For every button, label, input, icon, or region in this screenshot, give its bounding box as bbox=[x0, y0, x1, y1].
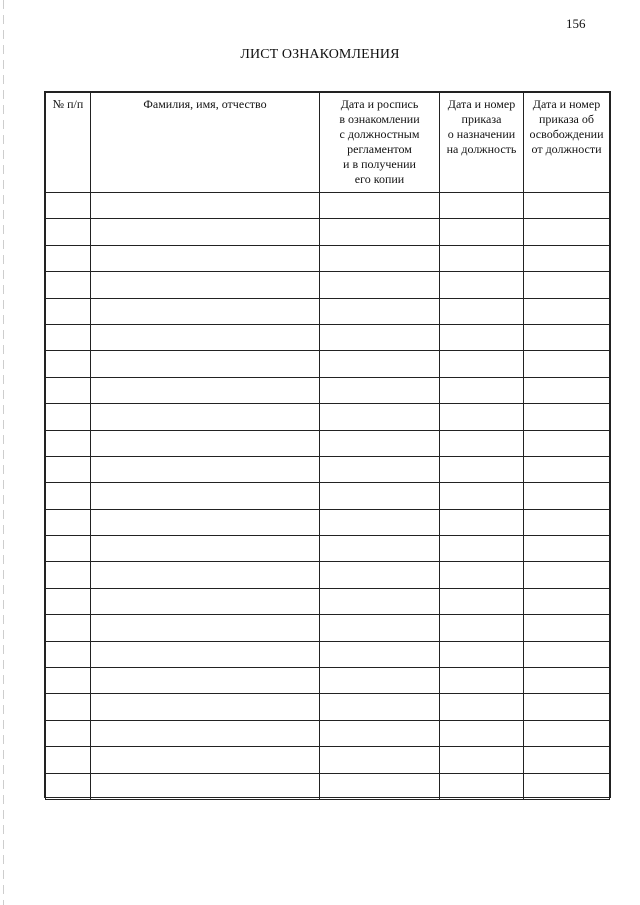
cell-full-name bbox=[91, 219, 320, 245]
table-row bbox=[46, 377, 610, 403]
cell-full-name bbox=[91, 298, 320, 324]
cell-appointment-order bbox=[440, 747, 524, 773]
cell-full-name bbox=[91, 694, 320, 720]
cell-dismissal-order bbox=[524, 324, 610, 350]
cell-number bbox=[46, 245, 91, 271]
cell-full-name bbox=[91, 747, 320, 773]
cell-number bbox=[46, 668, 91, 694]
table-header-row bbox=[46, 93, 610, 193]
cell-number bbox=[46, 219, 91, 245]
table-row bbox=[46, 245, 610, 271]
cell-dismissal-order bbox=[524, 694, 610, 720]
cell-dismissal-order bbox=[524, 615, 610, 641]
cell-dismissal-order bbox=[524, 298, 610, 324]
cell-full-name bbox=[91, 456, 320, 482]
cell-date-signature bbox=[320, 773, 440, 799]
table-row bbox=[46, 298, 610, 324]
header-line: на должность bbox=[446, 142, 517, 156]
table-row bbox=[46, 272, 610, 298]
cell-full-name bbox=[91, 324, 320, 350]
table-row bbox=[46, 694, 610, 720]
page-title: ЛИСТ ОЗНАКОМЛЕНИЯ bbox=[240, 47, 400, 62]
cell-dismissal-order bbox=[524, 430, 610, 456]
cell-date-signature bbox=[320, 668, 440, 694]
header-line: № п/п bbox=[52, 97, 84, 111]
cell-date-signature bbox=[320, 720, 440, 746]
header-line: его копии bbox=[354, 172, 405, 186]
cell-full-name bbox=[91, 773, 320, 799]
cell-date-signature bbox=[320, 377, 440, 403]
cell-number bbox=[46, 456, 91, 482]
cell-appointment-order bbox=[440, 456, 524, 482]
cell-dismissal-order bbox=[524, 219, 610, 245]
header-dismissal-order bbox=[524, 93, 610, 193]
header-line: Дата и номер bbox=[447, 97, 516, 111]
cell-full-name bbox=[91, 245, 320, 271]
cell-number bbox=[46, 351, 91, 377]
cell-number bbox=[46, 509, 91, 535]
cell-appointment-order bbox=[440, 773, 524, 799]
header-line: приказа об bbox=[539, 112, 594, 126]
header-line: регламентом bbox=[347, 142, 412, 156]
cell-date-signature bbox=[320, 483, 440, 509]
table-row bbox=[46, 509, 610, 535]
cell-date-signature bbox=[320, 272, 440, 298]
cell-number bbox=[46, 324, 91, 350]
cell-date-signature bbox=[320, 245, 440, 271]
header-line: с должностным bbox=[339, 127, 420, 141]
cell-number bbox=[46, 193, 91, 219]
cell-date-signature bbox=[320, 456, 440, 482]
table-row bbox=[46, 641, 610, 667]
table-row bbox=[46, 193, 610, 219]
cell-appointment-order bbox=[440, 404, 524, 430]
header-line: приказа bbox=[461, 112, 502, 126]
cell-dismissal-order bbox=[524, 351, 610, 377]
cell-appointment-order bbox=[440, 641, 524, 667]
cell-date-signature bbox=[320, 562, 440, 588]
cell-dismissal-order bbox=[524, 562, 610, 588]
cell-appointment-order bbox=[440, 483, 524, 509]
cell-appointment-order bbox=[440, 193, 524, 219]
header-number bbox=[46, 93, 91, 193]
table-row bbox=[46, 615, 610, 641]
cell-full-name bbox=[91, 588, 320, 614]
cell-dismissal-order bbox=[524, 377, 610, 403]
cell-dismissal-order bbox=[524, 641, 610, 667]
cell-appointment-order bbox=[440, 720, 524, 746]
table-row bbox=[46, 668, 610, 694]
cell-full-name bbox=[91, 272, 320, 298]
header-full-name bbox=[91, 93, 320, 193]
cell-date-signature bbox=[320, 536, 440, 562]
cell-dismissal-order bbox=[524, 509, 610, 535]
header-line: освобождении bbox=[529, 127, 604, 141]
cell-dismissal-order bbox=[524, 720, 610, 746]
cell-appointment-order bbox=[440, 694, 524, 720]
cell-number bbox=[46, 483, 91, 509]
cell-date-signature bbox=[320, 298, 440, 324]
header-date-signature bbox=[320, 93, 440, 193]
cell-date-signature bbox=[320, 641, 440, 667]
page-number: 156 bbox=[566, 16, 586, 31]
cell-full-name bbox=[91, 668, 320, 694]
cell-appointment-order bbox=[440, 509, 524, 535]
cell-full-name bbox=[91, 562, 320, 588]
cell-appointment-order bbox=[440, 615, 524, 641]
cell-number bbox=[46, 588, 91, 614]
cell-dismissal-order bbox=[524, 747, 610, 773]
cell-date-signature bbox=[320, 430, 440, 456]
cell-appointment-order bbox=[440, 536, 524, 562]
header-line: Дата и номер bbox=[532, 97, 601, 111]
cell-full-name bbox=[91, 720, 320, 746]
cell-number bbox=[46, 298, 91, 324]
cell-date-signature bbox=[320, 588, 440, 614]
cell-number bbox=[46, 536, 91, 562]
cell-dismissal-order bbox=[524, 773, 610, 799]
cell-number bbox=[46, 430, 91, 456]
cell-dismissal-order bbox=[524, 456, 610, 482]
cell-number bbox=[46, 641, 91, 667]
table-row bbox=[46, 773, 610, 799]
cell-number bbox=[46, 615, 91, 641]
table-row bbox=[46, 588, 610, 614]
cell-number bbox=[46, 562, 91, 588]
header-line: о назначении bbox=[447, 127, 516, 141]
cell-full-name bbox=[91, 377, 320, 403]
cell-number bbox=[46, 272, 91, 298]
header-line: и в получении bbox=[343, 157, 416, 171]
cell-date-signature bbox=[320, 509, 440, 535]
header-line: Фамилия, имя, отчество bbox=[143, 97, 267, 111]
header-line: от должности bbox=[531, 142, 602, 156]
cell-appointment-order bbox=[440, 562, 524, 588]
acknowledgement-table bbox=[44, 91, 611, 798]
cell-appointment-order bbox=[440, 588, 524, 614]
table-row bbox=[46, 720, 610, 746]
cell-full-name bbox=[91, 351, 320, 377]
cell-appointment-order bbox=[440, 351, 524, 377]
cell-dismissal-order bbox=[524, 404, 610, 430]
cell-full-name bbox=[91, 509, 320, 535]
table-row bbox=[46, 456, 610, 482]
table-row bbox=[46, 324, 610, 350]
cell-date-signature bbox=[320, 351, 440, 377]
cell-dismissal-order bbox=[524, 245, 610, 271]
cell-date-signature bbox=[320, 747, 440, 773]
cell-full-name bbox=[91, 430, 320, 456]
cell-appointment-order bbox=[440, 430, 524, 456]
cell-appointment-order bbox=[440, 377, 524, 403]
cell-dismissal-order bbox=[524, 536, 610, 562]
cell-number bbox=[46, 747, 91, 773]
cell-number bbox=[46, 377, 91, 403]
table-row bbox=[46, 351, 610, 377]
cell-dismissal-order bbox=[524, 668, 610, 694]
cell-appointment-order bbox=[440, 245, 524, 271]
cell-appointment-order bbox=[440, 324, 524, 350]
cell-appointment-order bbox=[440, 298, 524, 324]
cell-dismissal-order bbox=[524, 272, 610, 298]
cell-date-signature bbox=[320, 404, 440, 430]
cell-dismissal-order bbox=[524, 193, 610, 219]
cell-full-name bbox=[91, 641, 320, 667]
cell-date-signature bbox=[320, 324, 440, 350]
header-line: в ознакомлении bbox=[339, 112, 420, 126]
cell-date-signature bbox=[320, 615, 440, 641]
cell-date-signature bbox=[320, 694, 440, 720]
cell-date-signature bbox=[320, 193, 440, 219]
table-row bbox=[46, 562, 610, 588]
cell-full-name bbox=[91, 404, 320, 430]
scan-edge bbox=[3, 0, 4, 905]
cell-number bbox=[46, 404, 91, 430]
cell-full-name bbox=[91, 483, 320, 509]
cell-full-name bbox=[91, 536, 320, 562]
cell-dismissal-order bbox=[524, 483, 610, 509]
cell-dismissal-order bbox=[524, 588, 610, 614]
table-row bbox=[46, 536, 610, 562]
table-row bbox=[46, 747, 610, 773]
cell-number bbox=[46, 720, 91, 746]
cell-appointment-order bbox=[440, 272, 524, 298]
cell-appointment-order bbox=[440, 668, 524, 694]
table-body bbox=[46, 193, 610, 800]
cell-number bbox=[46, 773, 91, 799]
table-row bbox=[46, 483, 610, 509]
table-row bbox=[46, 404, 610, 430]
cell-date-signature bbox=[320, 219, 440, 245]
header-appointment-order bbox=[440, 93, 524, 193]
cell-number bbox=[46, 694, 91, 720]
cell-full-name bbox=[91, 615, 320, 641]
cell-appointment-order bbox=[440, 219, 524, 245]
table-row bbox=[46, 219, 610, 245]
cell-full-name bbox=[91, 193, 320, 219]
header-line: Дата и роспись bbox=[340, 97, 419, 111]
table-row bbox=[46, 430, 610, 456]
